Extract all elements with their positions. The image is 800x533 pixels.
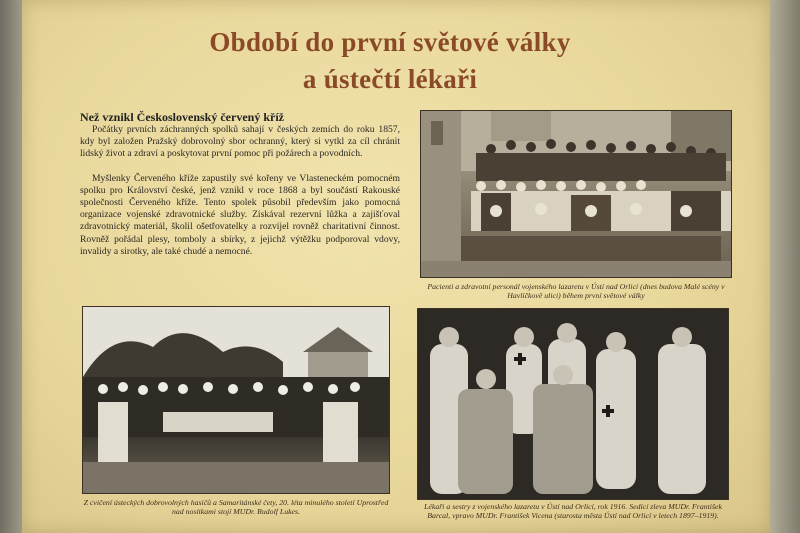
- intro-text: [80, 124, 400, 258]
- caption-photo-2: Z cvičení ústeckých dobrovolných hasičů a Samaritánské čety, 20. léta minulého století Uprostřed nad nosítkami stojí MUDr. Rudolf Lukes.: [83, 498, 389, 517]
- title-line-2: a ústečtí lékaři: [302, 64, 478, 94]
- paragraph-1: Počátky prvních záchranných spolků sahají v českých zemích do roku 1857, kdy byl založen Pražský dobrovolný sbor ochranný, který si vytkl za cíl chránit lidský život a zdraví a poskytovat první pomoc při požárech a povodních.: [80, 124, 400, 160]
- caption-photo-3: Lékaři a sestry z vojenského lazaretu v Ústí nad Orlicí, rok 1916. Sedící zleva MUDr. František Barcal, vpravo MUDr. František Vicena (starosta města Ústí nad Orlicí v letech 1897–1919).: [424, 502, 722, 521]
- panel-title: [120, 24, 660, 98]
- paragraph-2: Myšlenky Červeného kříže zapustily své kořeny ve Vlasteneckém pomocném spolku pro Království české, jenž vznikl v roce 1868 a byl součástí Rakouské společnosti Červeného kříže. Tento spolek působil především jako pomocná organizace vojenské zdravotnické služby. Získával rezervní lůžka a zajišťoval zdravotnický materiál, školil ošetřovatelky a rozvíjel rovněž charitativní činnost. Rovněž pořádal plesy, tomboly a sbírky, z jejichž výtěžku podporoval vdovy, invalidy a sirotky, ale také chudé a nemocné.: [80, 172, 400, 257]
- photo-lazaret-group-image: [421, 111, 732, 278]
- wall-left: [0, 0, 22, 533]
- wall-right: [770, 0, 800, 533]
- title-line-1: Období do první světové války: [209, 27, 571, 57]
- photo-firefighters-image: [83, 307, 390, 494]
- photo-doctors-nurses-image: [418, 309, 729, 500]
- caption-photo-1: Pacienti a zdravotní personál vojenského lazaretu v Ústí nad Orlicí (dnes budova Malé scény v Havlíčkově ulici) během první světové války: [427, 282, 725, 301]
- photo-lazaret-group: [420, 110, 732, 278]
- section-heading: Než vznikl Československý červený kříž: [80, 110, 284, 124]
- photo-doctors-nurses: [417, 308, 729, 500]
- photo-firefighters: [82, 306, 390, 494]
